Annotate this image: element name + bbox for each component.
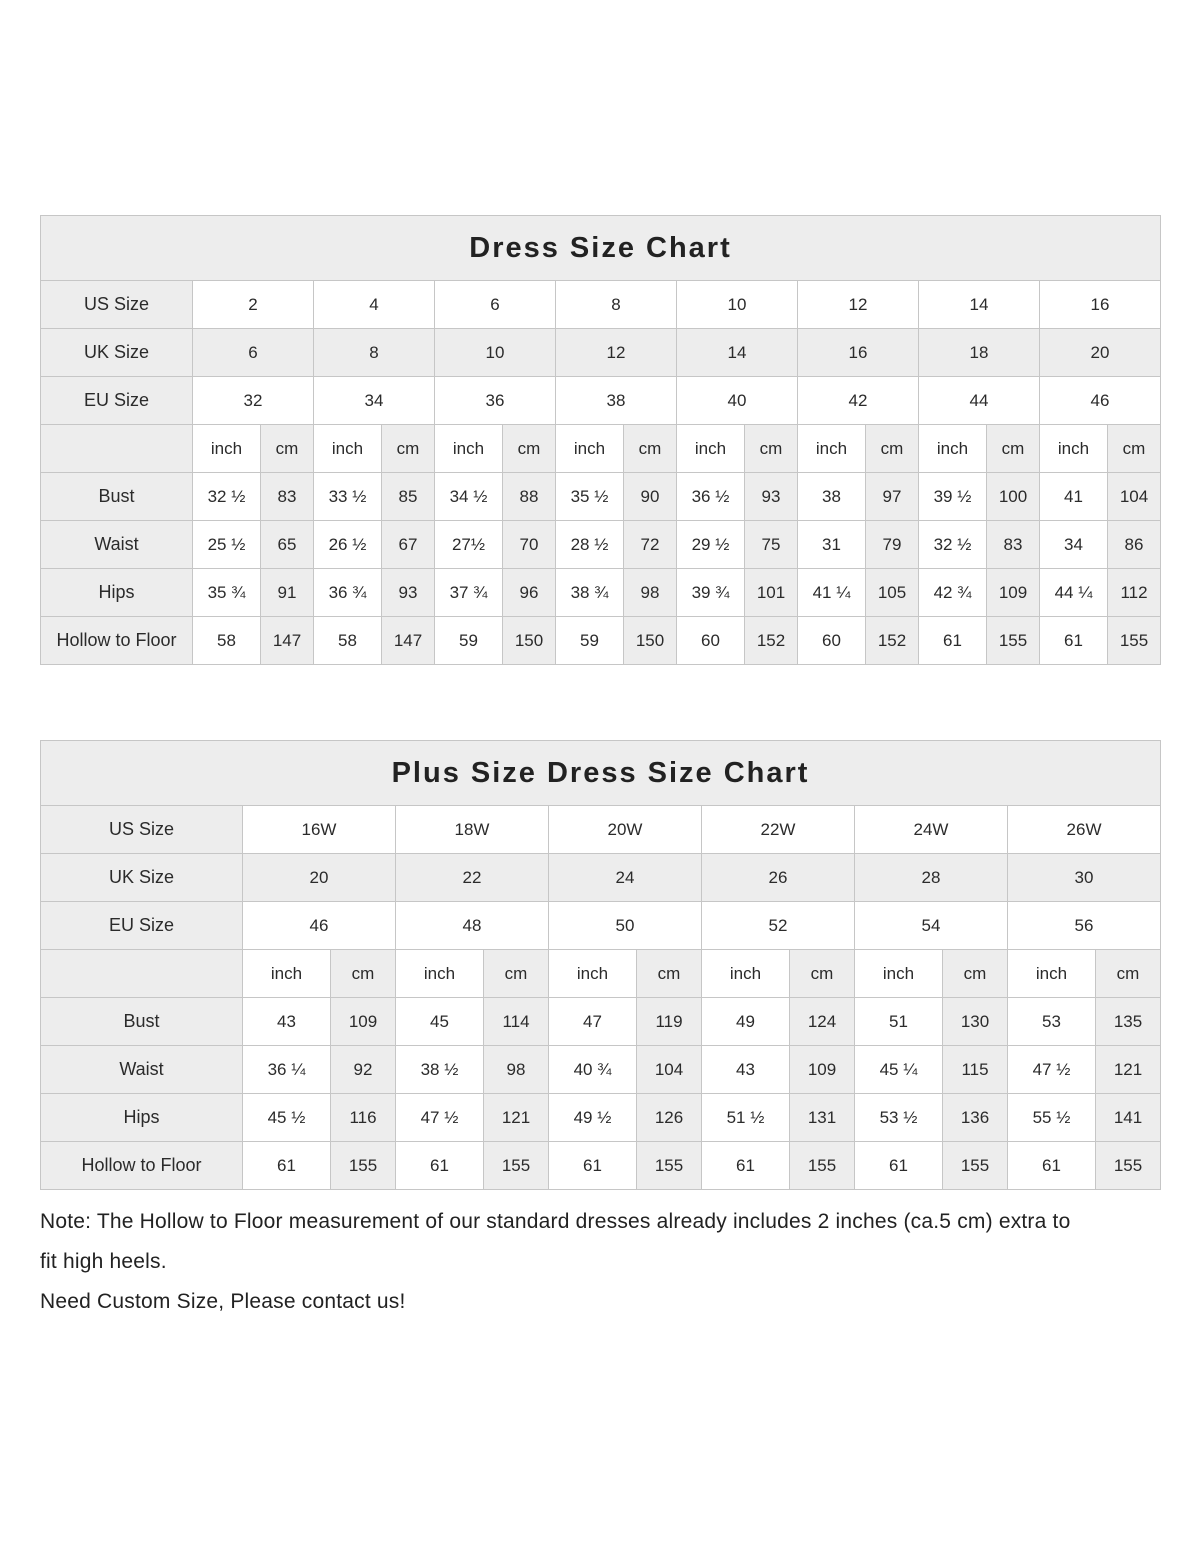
size-value: 20W [549,806,702,854]
measure-value-inch: 51 ½ [702,1094,790,1142]
size-value: 18W [396,806,549,854]
row-label-us-size: US Size [41,806,243,854]
unit-label-inch: inch [314,425,382,473]
unit-label-cm: cm [943,950,1008,998]
size-value: 44 [919,377,1040,425]
size-value: 10 [677,281,798,329]
size-value: 16 [1040,281,1161,329]
unit-label-inch: inch [702,950,790,998]
measure-value-cm: 91 [261,569,314,617]
size-value: 20 [243,854,396,902]
measure-value-inch: 35 ½ [556,473,624,521]
size-value: 6 [193,329,314,377]
measure-value-inch: 35 ¾ [193,569,261,617]
size-value: 4 [314,281,435,329]
measure-value-cm: 150 [503,617,556,665]
measure-value-inch: 43 [702,1046,790,1094]
measure-value-cm: 119 [637,998,702,1046]
measure-value-inch: 31 [798,521,866,569]
measure-value-inch: 59 [556,617,624,665]
measure-value-cm: 109 [790,1046,855,1094]
size-value: 20 [1040,329,1161,377]
row-label-hollow-to-floor: Hollow to Floor [41,1142,243,1190]
measure-value-inch: 39 ¾ [677,569,745,617]
measure-value-inch: 42 ¾ [919,569,987,617]
measure-value-cm: 96 [503,569,556,617]
row-label-hips: Hips [41,569,193,617]
row-label-waist: Waist [41,1046,243,1094]
table-row [41,377,1161,425]
row-label-hips: Hips [41,1094,243,1142]
size-value: 36 [435,377,556,425]
unit-label-inch: inch [549,950,637,998]
row-label-waist: Waist [41,521,193,569]
measure-value-inch: 45 ½ [243,1094,331,1142]
measure-value-inch: 27½ [435,521,503,569]
measure-value-inch: 45 ¼ [855,1046,943,1094]
unit-label-cm: cm [987,425,1040,473]
measure-value-cm: 152 [745,617,798,665]
size-value: 54 [855,902,1008,950]
measure-value-cm: 121 [484,1094,549,1142]
measure-value-inch: 38 [798,473,866,521]
measure-value-cm: 98 [624,569,677,617]
measure-value-inch: 34 ½ [435,473,503,521]
measure-value-inch: 61 [549,1142,637,1190]
table-row [41,521,1161,569]
measure-value-inch: 26 ½ [314,521,382,569]
measure-value-inch: 36 ¾ [314,569,382,617]
table-row [41,1142,1161,1190]
measure-value-inch: 49 ½ [549,1094,637,1142]
size-value: 14 [677,329,798,377]
table-row [41,473,1161,521]
measure-value-inch: 49 [702,998,790,1046]
measure-value-cm: 79 [866,521,919,569]
unit-label-inch: inch [855,950,943,998]
measure-value-cm: 155 [484,1142,549,1190]
table-row [41,1094,1161,1142]
measure-value-inch: 53 ½ [855,1094,943,1142]
measure-value-inch: 61 [1008,1142,1096,1190]
measure-value-inch: 29 ½ [677,521,745,569]
measure-value-cm: 155 [1096,1142,1161,1190]
measure-value-inch: 41 [1040,473,1108,521]
unit-label-inch: inch [396,950,484,998]
size-value: 32 [193,377,314,425]
measure-value-inch: 41 ¼ [798,569,866,617]
measure-value-cm: 116 [331,1094,396,1142]
unit-label-inch: inch [798,425,866,473]
measure-value-cm: 147 [261,617,314,665]
measure-value-inch: 61 [919,617,987,665]
measure-value-inch: 59 [435,617,503,665]
size-value: 14 [919,281,1040,329]
table-row [41,425,1161,473]
measure-value-inch: 33 ½ [314,473,382,521]
size-value: 16 [798,329,919,377]
measure-value-inch: 60 [798,617,866,665]
measure-value-cm: 124 [790,998,855,1046]
unit-label-inch: inch [243,950,331,998]
measure-value-cm: 105 [866,569,919,617]
row-label-us-size: US Size [41,281,193,329]
measure-value-cm: 150 [624,617,677,665]
size-value: 22W [702,806,855,854]
measure-value-inch: 61 [702,1142,790,1190]
measure-value-cm: 126 [637,1094,702,1142]
unit-label-cm: cm [382,425,435,473]
unit-label-cm: cm [637,950,702,998]
measure-value-cm: 115 [943,1046,1008,1094]
size-value: 18 [919,329,1040,377]
measure-value-cm: 135 [1096,998,1161,1046]
size-value: 56 [1008,902,1161,950]
measure-value-inch: 44 ¼ [1040,569,1108,617]
measure-value-inch: 45 [396,998,484,1046]
measure-value-cm: 83 [261,473,314,521]
note-line-1: Note: The Hollow to Floor measurement of our standard dresses already includes 2 inches (ca.5 cm) extra to [40,1210,1071,1233]
measure-value-cm: 112 [1108,569,1161,617]
measure-value-inch: 39 ½ [919,473,987,521]
table-row [41,854,1161,902]
measure-value-cm: 130 [943,998,1008,1046]
unit-label-inch: inch [1008,950,1096,998]
measure-value-cm: 155 [790,1142,855,1190]
measure-value-cm: 155 [331,1142,396,1190]
measure-value-cm: 72 [624,521,677,569]
size-value: 46 [243,902,396,950]
size-value: 2 [193,281,314,329]
table-row [41,1046,1161,1094]
measure-value-inch: 47 [549,998,637,1046]
unit-row-empty-label [41,950,243,998]
measure-value-cm: 85 [382,473,435,521]
measure-value-cm: 152 [866,617,919,665]
unit-label-inch: inch [919,425,987,473]
size-value: 16W [243,806,396,854]
measure-value-inch: 61 [243,1142,331,1190]
unit-label-cm: cm [1096,950,1161,998]
measure-value-cm: 136 [943,1094,1008,1142]
size-value: 38 [556,377,677,425]
unit-label-cm: cm [624,425,677,473]
size-value: 24W [855,806,1008,854]
measure-value-cm: 97 [866,473,919,521]
unit-label-cm: cm [503,425,556,473]
size-value: 8 [314,329,435,377]
measure-value-cm: 155 [943,1142,1008,1190]
measure-value-cm: 121 [1096,1046,1161,1094]
measure-value-inch: 36 ¼ [243,1046,331,1094]
standard-chart-title: Dress Size Chart [41,216,1161,281]
measure-value-inch: 61 [855,1142,943,1190]
unit-label-cm: cm [866,425,919,473]
unit-label-cm: cm [790,950,855,998]
measure-value-inch: 43 [243,998,331,1046]
row-label-bust: Bust [41,998,243,1046]
measure-value-cm: 98 [484,1046,549,1094]
table-row [41,998,1161,1046]
measure-value-inch: 40 ¾ [549,1046,637,1094]
standard-size-chart-table [40,215,1161,665]
measure-value-inch: 58 [193,617,261,665]
measure-value-inch: 60 [677,617,745,665]
measure-value-inch: 28 ½ [556,521,624,569]
measure-value-inch: 34 [1040,521,1108,569]
measure-value-inch: 51 [855,998,943,1046]
measure-value-cm: 101 [745,569,798,617]
row-label-eu-size: EU Size [41,377,193,425]
note-text [40,1202,1165,1322]
measure-value-cm: 114 [484,998,549,1046]
unit-label-cm: cm [261,425,314,473]
unit-label-inch: inch [1040,425,1108,473]
unit-label-inch: inch [193,425,261,473]
measure-value-cm: 104 [1108,473,1161,521]
size-value: 40 [677,377,798,425]
measure-value-cm: 65 [261,521,314,569]
note-line-2: fit high heels. [40,1250,167,1273]
plus-chart-title-row [41,741,1161,806]
size-value: 22 [396,854,549,902]
table-row [41,281,1161,329]
unit-label-cm: cm [331,950,396,998]
measure-value-cm: 90 [624,473,677,521]
table-row [41,806,1161,854]
size-value: 10 [435,329,556,377]
row-label-uk-size: UK Size [41,854,243,902]
unit-label-cm: cm [1108,425,1161,473]
measure-value-cm: 70 [503,521,556,569]
measure-value-cm: 131 [790,1094,855,1142]
size-value: 46 [1040,377,1161,425]
measure-value-inch: 53 [1008,998,1096,1046]
size-value: 12 [798,281,919,329]
size-value: 12 [556,329,677,377]
table-row [41,329,1161,377]
table-row [41,617,1161,665]
table-row [41,569,1161,617]
measure-value-cm: 92 [331,1046,396,1094]
row-label-uk-size: UK Size [41,329,193,377]
measure-value-cm: 104 [637,1046,702,1094]
measure-value-cm: 88 [503,473,556,521]
measure-value-inch: 38 ¾ [556,569,624,617]
measure-value-cm: 75 [745,521,798,569]
size-value: 52 [702,902,855,950]
size-value: 50 [549,902,702,950]
measure-value-inch: 55 ½ [1008,1094,1096,1142]
measure-value-inch: 36 ½ [677,473,745,521]
size-value: 34 [314,377,435,425]
size-value: 28 [855,854,1008,902]
measure-value-inch: 61 [396,1142,484,1190]
size-value: 24 [549,854,702,902]
measure-value-inch: 32 ½ [919,521,987,569]
measure-value-cm: 147 [382,617,435,665]
measure-value-cm: 67 [382,521,435,569]
measure-value-inch: 47 ½ [396,1094,484,1142]
measure-value-inch: 47 ½ [1008,1046,1096,1094]
measure-value-cm: 100 [987,473,1040,521]
table-row [41,902,1161,950]
row-label-eu-size: EU Size [41,902,243,950]
unit-label-inch: inch [435,425,503,473]
unit-label-inch: inch [677,425,745,473]
measure-value-inch: 38 ½ [396,1046,484,1094]
measure-value-cm: 86 [1108,521,1161,569]
measure-value-cm: 93 [382,569,435,617]
size-value: 8 [556,281,677,329]
measure-value-inch: 61 [1040,617,1108,665]
measure-value-cm: 109 [331,998,396,1046]
measure-value-cm: 93 [745,473,798,521]
note-line-3: Need Custom Size, Please contact us! [40,1290,406,1313]
measure-value-inch: 32 ½ [193,473,261,521]
size-value: 30 [1008,854,1161,902]
standard-chart-title-row [41,216,1161,281]
unit-label-inch: inch [556,425,624,473]
unit-label-cm: cm [484,950,549,998]
measure-value-inch: 58 [314,617,382,665]
size-value: 42 [798,377,919,425]
size-value: 6 [435,281,556,329]
table-row [41,950,1161,998]
size-value: 26W [1008,806,1161,854]
measure-value-cm: 109 [987,569,1040,617]
plus-chart-title: Plus Size Dress Size Chart [41,741,1161,806]
row-label-bust: Bust [41,473,193,521]
measure-value-cm: 141 [1096,1094,1161,1142]
measure-value-cm: 155 [987,617,1040,665]
measure-value-cm: 155 [637,1142,702,1190]
plus-size-chart-table [40,740,1161,1190]
unit-label-cm: cm [745,425,798,473]
measure-value-cm: 155 [1108,617,1161,665]
measure-value-inch: 25 ½ [193,521,261,569]
measure-value-inch: 37 ¾ [435,569,503,617]
size-value: 26 [702,854,855,902]
measure-value-cm: 83 [987,521,1040,569]
row-label-hollow-to-floor: Hollow to Floor [41,617,193,665]
unit-row-empty-label [41,425,193,473]
size-value: 48 [396,902,549,950]
